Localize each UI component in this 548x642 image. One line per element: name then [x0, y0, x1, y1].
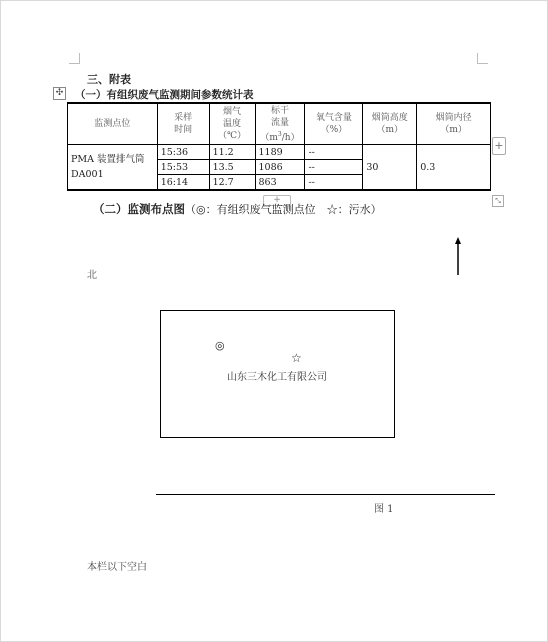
north-label: 北	[87, 270, 97, 281]
header-temperature: 烟气 温度 （℃）	[209, 103, 255, 145]
company-label: 山东三木化工有限公司	[227, 372, 327, 383]
table-resize-handle-icon[interactable]: ⤡	[492, 195, 504, 207]
map-section-title: （二）监测布点图	[93, 202, 185, 216]
cell-oxygen: --	[305, 145, 363, 160]
north-arrow-icon	[452, 237, 464, 275]
section-title: 三、附表	[87, 73, 131, 86]
map-legend: （◎：有组织废气监测点位 ☆：污水）	[185, 203, 382, 216]
header-stack-height: 烟筒高度 （m）	[363, 103, 417, 145]
cell-temperature: 11.2	[209, 145, 255, 160]
cell-time: 15:36	[157, 145, 209, 160]
map-section-heading	[93, 201, 382, 217]
cell-stack-diameter: 0.3	[417, 145, 491, 191]
add-row-button[interactable]: +	[263, 195, 291, 206]
header-oxygen: 氧气含量 （%）	[305, 103, 363, 145]
cell-flow: 1189	[255, 145, 305, 160]
cell-monitoring-point: PMA 装置排气筒 DA001	[68, 145, 158, 191]
cell-stack-height: 30	[363, 145, 417, 191]
header-flow: 标干 流量 $(m^3/h)$	[255, 103, 305, 145]
wastewater-point-icon: ☆	[291, 351, 302, 365]
cell-temperature: 13.5	[209, 160, 255, 175]
footer-note: 本栏以下空白	[87, 562, 147, 573]
header-time: 采样 时间	[157, 103, 209, 145]
sampling-point-icon: ◎	[215, 339, 225, 352]
divider-line	[156, 494, 495, 495]
cell-flow: 863	[255, 175, 305, 191]
figure-caption: 图 1	[374, 504, 394, 515]
header-stack-diameter: 烟筒内径 （m）	[417, 103, 491, 145]
add-column-button[interactable]: +	[492, 137, 506, 155]
parameter-table[interactable]	[67, 102, 491, 191]
table-title: （一）有组织废气监测期间参数统计表	[75, 89, 254, 101]
cell-temperature: 12.7	[209, 175, 255, 191]
margin-corner-top-left	[69, 53, 80, 64]
cell-flow: 1086	[255, 160, 305, 175]
cell-time: 15:53	[157, 160, 209, 175]
table-row	[68, 145, 491, 160]
cell-oxygen: --	[305, 160, 363, 175]
margin-corner-top-right	[477, 53, 488, 64]
cell-oxygen: --	[305, 175, 363, 191]
table-move-handle-icon[interactable]: ✣	[53, 87, 66, 100]
header-point: 监测点位	[68, 103, 158, 145]
cell-time: 16:14	[157, 175, 209, 191]
table-header-row	[68, 103, 491, 145]
